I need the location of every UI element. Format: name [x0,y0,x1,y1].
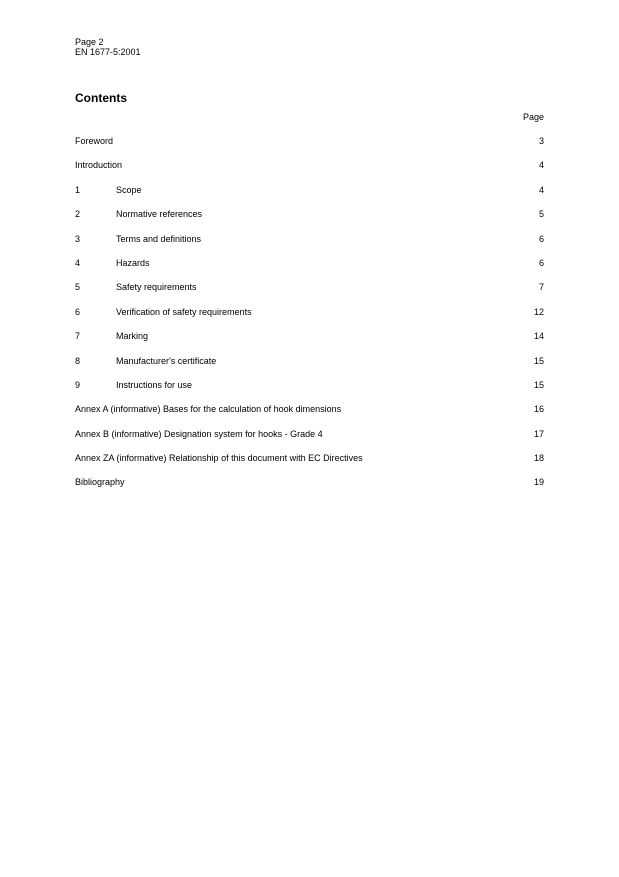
document-id: EN 1677-5:2001 [75,47,141,57]
toc-entry-page: 16 [533,404,544,415]
toc-entry-number: 6 [75,306,81,317]
toc-entry-title: Annex A (informative) Bases for the calculation of hook dimensions [75,404,342,415]
toc-entry-page: 17 [533,428,544,439]
toc-entry-page: 3 [538,136,544,146]
toc-entry-page: 6 [538,257,544,268]
toc-entry-title: Marking [116,331,149,342]
toc-entry-page: 19 [533,477,544,488]
toc-entry-verification[interactable] [75,307,544,331]
toc-entry-title: Verification of safety requirements [116,306,252,317]
toc-entry-manufacturers-certificate[interactable] [75,356,544,380]
toc-entry-terms-and-definitions[interactable] [75,234,544,258]
toc-entry-page: 6 [538,233,544,244]
page-header [75,37,141,57]
toc-entry-marking[interactable] [75,331,544,355]
toc-entry-number: 9 [75,379,81,390]
toc-entry-number: 7 [75,331,81,342]
toc-entry-page: 4 [538,160,544,171]
page-column-label: Page [522,112,544,122]
toc-entry-number: 3 [75,233,81,244]
toc-entry-annex-a[interactable] [75,404,544,428]
table-of-contents [75,136,544,502]
toc-entry-page: 7 [538,282,544,293]
toc-entry-introduction[interactable] [75,160,544,184]
toc-entry-title: Instructions for use [116,379,193,390]
toc-entry-title: Hazards [116,257,150,268]
toc-entry-page: 5 [538,209,544,220]
toc-entry-foreword[interactable] [75,136,544,160]
toc-entry-title: Scope [116,184,142,195]
toc-entry-number: 8 [75,355,81,366]
toc-entry-title: Annex ZA (informative) Relationship of this document with EC Directives [75,453,363,464]
toc-entry-annex-za[interactable] [75,453,544,477]
page-number-label: Page 2 [75,37,104,47]
toc-entry-page: 14 [533,331,544,342]
toc-entry-page: 12 [533,306,544,317]
toc-entry-number: 2 [75,209,81,220]
toc-entry-instructions-for-use[interactable] [75,380,544,404]
toc-entry-title: Terms and definitions [116,233,202,244]
toc-entry-number: 1 [75,184,81,195]
toc-entry-title: Manufacturer's certificate [116,355,217,366]
toc-entry-hazards[interactable] [75,258,544,282]
toc-entry-title: Safety requirements [116,282,197,293]
contents-heading: Contents [75,91,127,105]
toc-entry-title: Bibliography [75,477,125,488]
toc-entry-title: Annex B (informative) Designation system for hooks - Grade 4 [75,428,323,439]
toc-entry-page: 15 [533,355,544,366]
toc-entry-scope[interactable] [75,185,544,209]
toc-entry-title: Normative references [116,209,203,220]
toc-entry-page: 15 [533,379,544,390]
toc-entry-annex-b[interactable] [75,429,544,453]
toc-entry-title: Foreword [75,136,114,146]
toc-entry-number: 4 [75,257,81,268]
toc-entry-title: Introduction [75,160,123,171]
toc-entry-bibliography[interactable] [75,477,544,501]
toc-entry-number: 5 [75,282,81,293]
toc-entry-safety-requirements[interactable] [75,282,544,306]
toc-entry-page: 4 [538,184,544,195]
toc-entry-page: 18 [533,453,544,464]
toc-entry-normative-references[interactable] [75,209,544,233]
